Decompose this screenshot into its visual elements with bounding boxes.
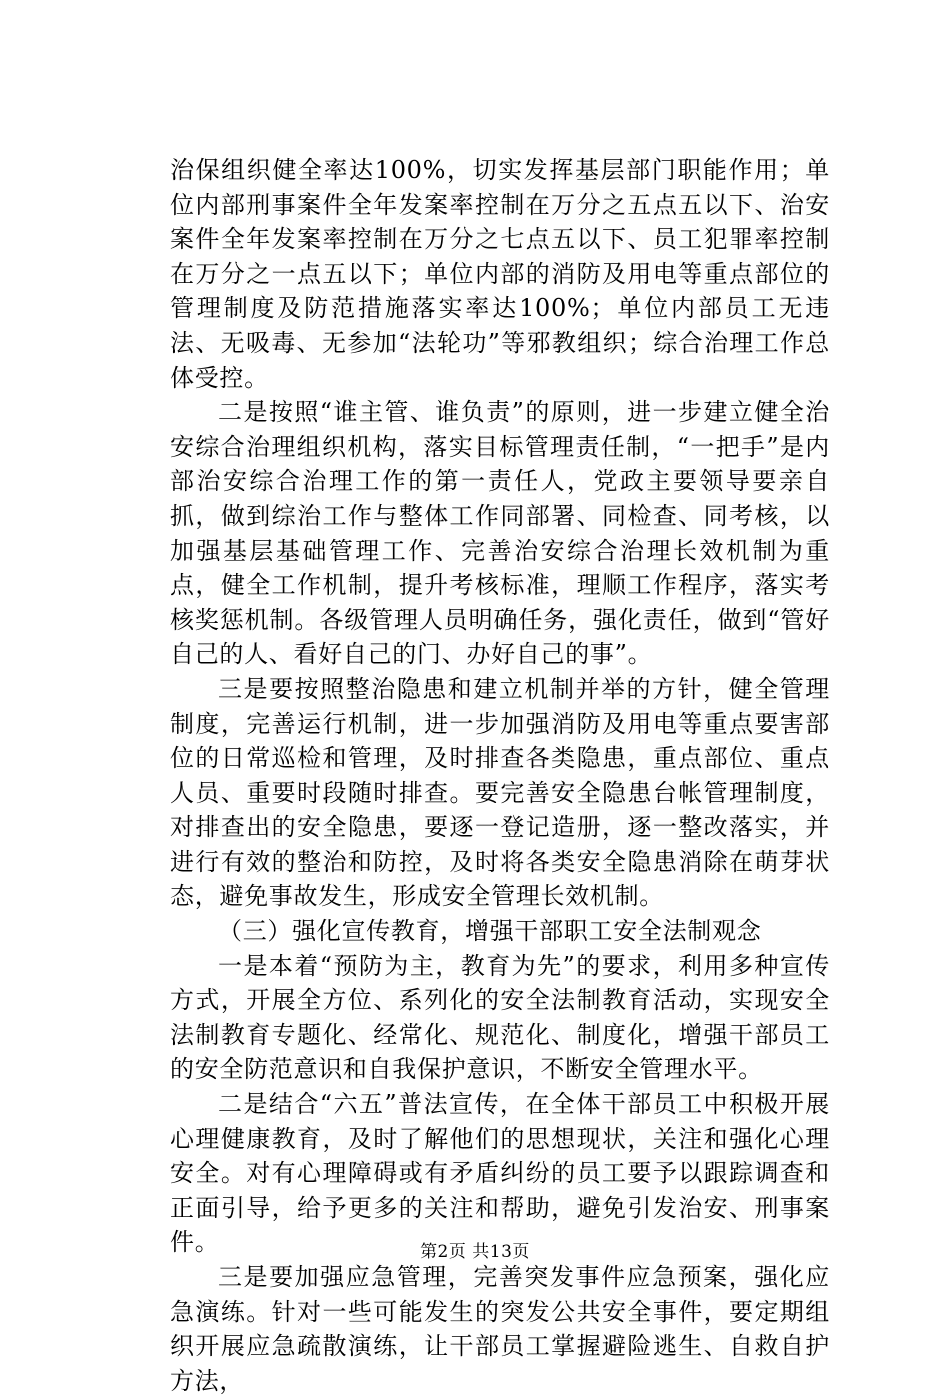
paragraph-3: 三是要按照整治隐患和建立机制并举的方针，健全管理制度，完善运行机制，进一步加强消防及用电等重点要害部位的日常巡检和管理，及时排查各类隐患，重点部位、重点人员、重要时段随时排查。要完善安全隐患台帐管理制度，对排查出的安全隐患，要逐一登记造册，逐一整改落实，并进行有效的整治和防控，及时将各类安全隐患消除在萌芽状态，避免事故发生，形成安全管理长效机制。	[170, 674, 830, 911]
paragraph-1: 治保组织健全率达100%，切实发挥基层部门职能作用；单位内部刑事案件全年发案率控制在万分之五点五以下、治安案件全年发案率控制在万分之七点五以下、员工犯罪率控制在万分之一点五以下；单位内部的消防及用电等重点部位的管理制度及防范措施落实率达100%；单位内部员工无违法、无吸毒、无参加“法轮功”等邪教组织；综合治理工作总体受控。	[170, 156, 830, 392]
paragraph-6: 三是要加强应急管理，完善突发事件应急预案，强化应急演练。针对一些可能发生的突发公共安全事件，要定期组织开展应急疏散演练，让干部员工掌握避险逃生、自救自护方法，	[170, 1263, 830, 1395]
paragraph-2: 二是按照“谁主管、谁负责”的原则，进一步建立健全治安综合治理组织机构，落实目标管理责任制，“一把手”是内部治安综合治理工作的第一责任人，党政主要领导要亲自抓，做到综治工作与整体工作同部署、同检查、同考核，以加强基层基础管理工作、完善治安综合治理长效机制为重点，健全工作机制，提升考核标准，理顺工作程序，落实考核奖惩机制。各级管理人员明确任务，强化责任，做到“管好自己的人、看好自己的门、办好自己的事”。	[170, 398, 830, 669]
document-body	[170, 153, 830, 1398]
page-footer: 第2页 共13页	[420, 1242, 530, 1262]
paragraph-4: 一是本着“预防为主，教育为先”的要求，利用多种宣传方式，开展全方位、系列化的安全法制教育活动，实现安全法制教育专题化、经常化、规范化、制度化，增强干部员工的安全防范意识和自我保护意识，不断安全管理水平。	[170, 951, 830, 1084]
section-heading: （三）强化宣传教育，增强干部职工安全法制观念	[218, 917, 762, 946]
paragraph-5: 二是结合“六五”普法宣传，在全体干部员工中积极开展心理健康教育，及时了解他们的思想现状，关注和强化心理安全。对有心理障碍或有矛盾纠纷的员工要予以跟踪调查和正面引导，给予更多的关注和帮助，避免引发治安、刑事案件。	[170, 1090, 830, 1257]
